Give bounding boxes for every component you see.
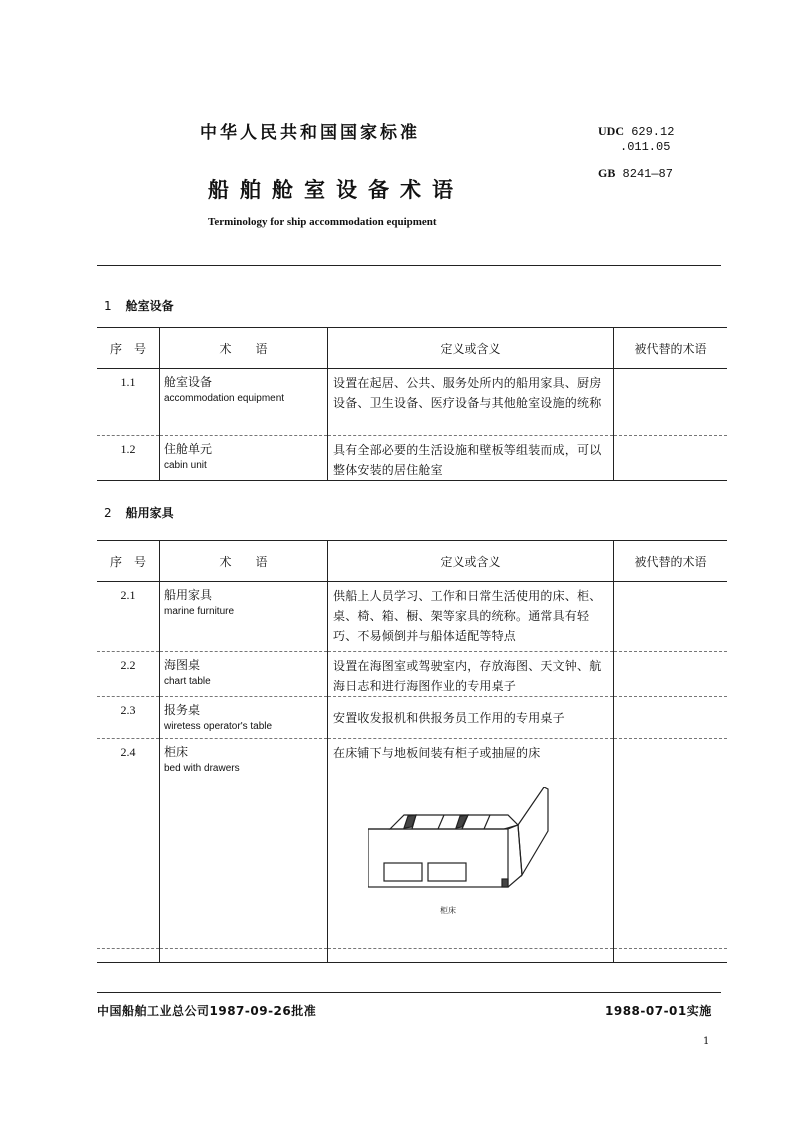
bed-base <box>368 829 508 887</box>
header-num: 序 号 <box>97 328 160 369</box>
standard-title: 中华人民共和国国家标准 <box>200 123 420 143</box>
bed-foot <box>502 879 508 887</box>
header-definition: 定义或含义 <box>328 541 614 582</box>
table-header-row <box>97 328 727 369</box>
row-replaced <box>614 697 728 739</box>
figure-caption: 柜床 <box>440 906 456 915</box>
section-title: 船用家具 <box>125 506 174 520</box>
bed-headboard <box>518 787 548 875</box>
doc-subtitle: Terminology for ship accommodation equipment <box>208 216 437 228</box>
row-definition: 供船上人员学习、工作和日常生活使用的床、柜、桌、椅、箱、橱、架等家具的统称。通常具有轻巧、不易倾倒并与船体适配等特点 <box>333 589 602 643</box>
header-num: 序 号 <box>97 541 160 582</box>
table-row <box>97 436 727 481</box>
bed-edge <box>508 875 522 887</box>
row-definition: 设置在起居、公共、服务处所内的船用家具、厨房设备、卫生设备、医疗设备与其他舱室设施的统称 <box>333 376 602 410</box>
row-replaced <box>614 739 728 949</box>
gb-code <box>598 166 673 181</box>
term-en: marine furniture <box>164 606 235 617</box>
bed-with-drawers-figure <box>368 787 578 899</box>
row-num: 2.4 <box>97 739 160 949</box>
header-definition: 定义或含义 <box>328 328 614 369</box>
section-2-heading <box>104 504 174 521</box>
table-row <box>97 697 727 739</box>
doc-title: 船舶舱室设备术语 <box>208 178 464 202</box>
udc-label: UDC <box>598 124 624 138</box>
row-num: 1.2 <box>97 436 160 481</box>
udc-code <box>598 124 674 155</box>
term-zh: 海图桌 <box>164 658 201 672</box>
section-number: 1 <box>104 299 112 313</box>
row-num: 2.1 <box>97 582 160 652</box>
row-definition: 安置收发报机和供报务员工作用的专用桌子 <box>333 710 565 725</box>
row-num: 2.2 <box>97 652 160 697</box>
bed-slat <box>484 815 490 829</box>
header-replaced: 被代替的术语 <box>614 541 728 582</box>
bed-headboard-edge <box>518 825 522 875</box>
table-row <box>97 369 727 436</box>
section-number: 2 <box>104 506 112 520</box>
table-header-row <box>97 541 727 582</box>
row-term <box>160 652 328 697</box>
footer-divider <box>97 992 721 993</box>
row-replaced <box>614 369 728 436</box>
term-zh: 报务桌 <box>164 703 201 717</box>
gb-label: GB <box>598 166 616 180</box>
table-row <box>97 739 727 949</box>
row-term <box>160 582 328 652</box>
bed-slat-shade <box>456 815 468 828</box>
term-zh: 柜床 <box>164 745 189 759</box>
row-term <box>160 369 328 436</box>
page-number: 1 <box>703 1036 710 1047</box>
term-en: wiretess operator's table <box>164 721 273 732</box>
row-num: 2.3 <box>97 697 160 739</box>
udc-line1: 629.12 <box>631 125 675 139</box>
header-divider <box>97 265 721 266</box>
row-num: 1.1 <box>97 369 160 436</box>
bed-drawer <box>384 863 422 881</box>
term-en: accommodation equipment <box>164 393 285 404</box>
header-term: 术 语 <box>160 328 328 369</box>
header-replaced: 被代替的术语 <box>614 328 728 369</box>
row-term <box>160 739 328 949</box>
table-row <box>97 582 727 652</box>
table-row <box>97 652 727 697</box>
term-en: bed with drawers <box>164 763 240 774</box>
row-definition: 设置在海图室或驾驶室内，存放海图、天文钟、航海日志和进行海图作业的专用桌子 <box>333 659 602 693</box>
row-definition: 在床铺下与地板间装有柜子或抽屉的床 <box>333 746 541 760</box>
row-definition: 具有全部必要的生活设施和壁板等组装而成，可以整体安装的居住舱室 <box>333 443 602 477</box>
term-en: cabin unit <box>164 460 207 471</box>
row-term <box>160 436 328 481</box>
row-replaced <box>614 582 728 652</box>
section-title: 舱室设备 <box>125 299 174 313</box>
row-term <box>160 697 328 739</box>
term-zh: 舱室设备 <box>164 375 213 389</box>
header-term: 术 语 <box>160 541 328 582</box>
bed-drawer <box>428 863 466 881</box>
section-2-table <box>97 540 727 963</box>
row-replaced <box>614 652 728 697</box>
section-1-table <box>97 327 727 481</box>
bed-slat <box>438 815 444 829</box>
table-row <box>97 949 727 963</box>
bed-slat-shade <box>404 815 416 828</box>
term-zh: 船用家具 <box>164 588 213 602</box>
section-1-heading <box>104 297 174 314</box>
gb-number: 8241—87 <box>622 167 673 181</box>
udc-line2: .011.05 <box>620 140 671 154</box>
term-en: chart table <box>164 676 211 687</box>
implementation-text: 1988-07-01实施 <box>605 1004 712 1018</box>
row-replaced <box>614 436 728 481</box>
term-zh: 住舱单元 <box>164 442 213 456</box>
approval-text: 中国船舶工业总公司1987-09-26批准 <box>97 1004 317 1018</box>
